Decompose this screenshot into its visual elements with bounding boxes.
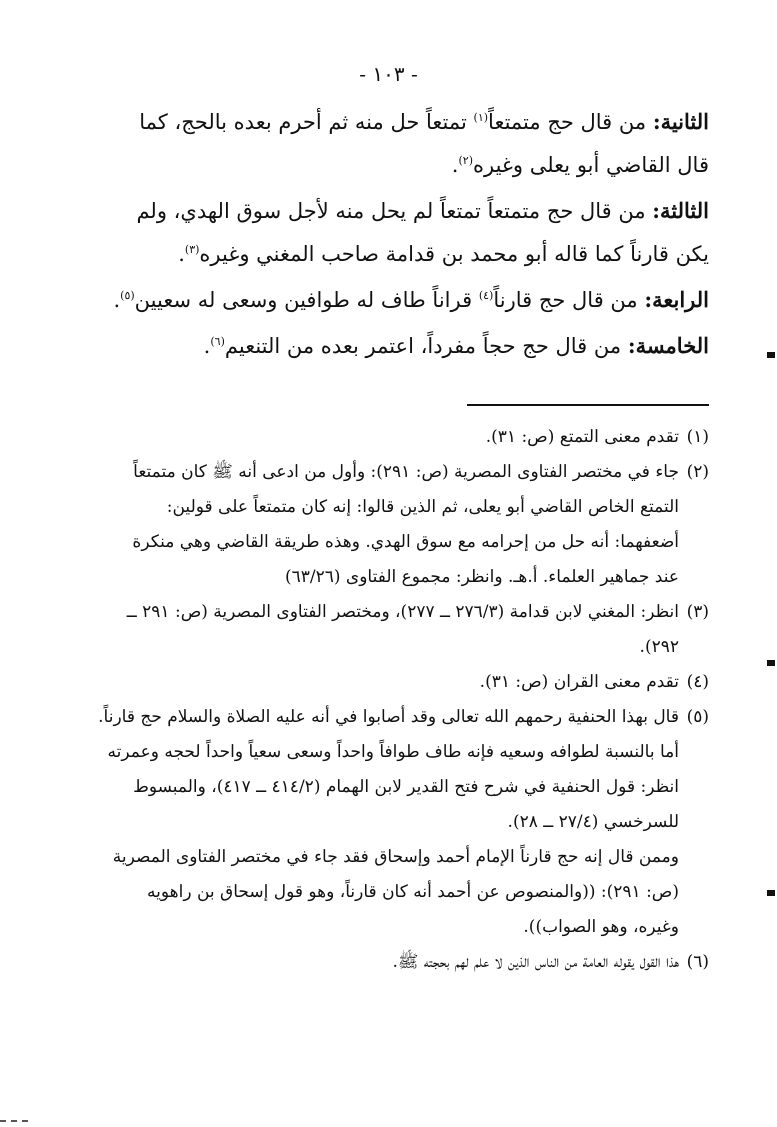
footnote-5	[59, 700, 709, 945]
footnote-text: قال بهذا الحنفية رحمهم الله تعالى وقد أصابوا في أنه عليه الصلاة والسلام حج قارناً.	[98, 707, 679, 727]
footnote-ref[interactable]: (٢)	[458, 154, 473, 167]
scan-mark	[767, 890, 775, 896]
paragraph-text: .	[203, 334, 211, 358]
footnote-text: تقدم معنى التمتع (ص: ٣١).	[485, 427, 679, 447]
footnote-number: (٤)	[686, 672, 709, 692]
footnote-text: ٢٩٢).	[639, 637, 679, 657]
footnote-text: انظر: قول الحنفية في شرح فتح القدير لابن الهمام (٤١٤/٢ ــ ٤١٧)، والمبسوط	[133, 777, 679, 797]
paragraph-second	[109, 100, 709, 187]
paragraph-text: .	[178, 242, 185, 266]
footnote-text: أما بالنسبة لطوافه وسعيه فإنه طاف طوافاً واحداً وسعى سعياً واحداً لحجه وعمرته	[107, 742, 679, 762]
term-label: الثالثة:	[652, 198, 709, 223]
footnote-number: (٣)	[686, 602, 709, 622]
footnote-text: (ص: ٢٩١): ((والمنصوص عن أحمد أنه كان قارناً، وهو قول إسحاق بن راهويه	[147, 882, 679, 902]
footnote-ref[interactable]: (١)	[473, 111, 489, 124]
footnote-separator	[467, 404, 709, 406]
footnote-text: وغيره، وهو الصواب)).	[523, 917, 679, 937]
scan-edge-mark	[0, 1120, 28, 1122]
footnotes	[59, 420, 709, 980]
footnote-ref[interactable]: (٤)	[478, 289, 494, 302]
paragraph-text: .	[451, 153, 459, 177]
paragraph-text: من قال حج قارناً	[493, 288, 638, 312]
paragraph-fourth	[109, 278, 709, 322]
footnote-text: أضعفهما: أنه حل من إحرامه مع سوق الهدي. وهذه طريقة القاضي وهي منكرة	[132, 532, 679, 552]
term-label: الخامسة:	[627, 333, 709, 358]
footnote-ref[interactable]: (٦)	[210, 335, 225, 348]
paragraph-text: .	[113, 288, 121, 312]
paragraph-third	[109, 189, 709, 276]
footnote-3	[59, 595, 709, 665]
scan-mark	[767, 660, 775, 666]
footnote-number: (٥)	[686, 707, 709, 727]
paragraph-fifth	[109, 324, 709, 368]
footnote-ref[interactable]: (٣)	[184, 243, 200, 256]
footnote-text: وممن قال إنه حج قارناً الإمام أحمد وإسحاق فقد جاء في مختصر الفتاوى المصرية	[112, 847, 679, 867]
footnote-6	[59, 945, 709, 980]
term-label: الرابعة:	[644, 287, 709, 312]
paragraph-text: من قال حج متمتعاً	[488, 110, 647, 134]
scan-mark	[767, 352, 775, 358]
footnote-text: التمتع الخاص القاضي أبو يعلى، ثم الذين قالوا: إنه كان متمتعاً على قولين:	[166, 497, 679, 517]
footnote-number: (٦)	[686, 952, 709, 972]
footnote-text: عند جماهير العلماء. أ.هـ. وانظر: مجموع الفتاوى (٦٣/٢٦)	[284, 567, 679, 587]
footnote-4	[59, 665, 709, 700]
footnote-text: هذا القول يقوله العامة من الناس الذين لا علم لهم بحجته ﷺ.	[392, 952, 679, 972]
footnote-2	[59, 455, 709, 595]
footnote-text: تقدم معنى القران (ص: ٣١).	[479, 672, 679, 692]
paragraph-text: تمتعاً حل منه ثم أحرم بعده بالحج، كما قال القاضي أبو يعلى وغيره	[139, 110, 709, 177]
footnote-number: (١)	[686, 427, 709, 447]
term-label: الثانية:	[652, 109, 709, 134]
paragraph-text: من قال حج متمتعاً تمتعاً لم يحل منه لأجل سوق الهدي، ولم يكن قارناً كما قاله أبو محمد بن قدامة صاحب المغني وغيره	[136, 199, 709, 266]
footnote-1	[59, 420, 709, 455]
main-text	[109, 100, 709, 370]
page-number: - ١٠٣ -	[359, 62, 418, 86]
footnote-text: انظر: المغني لابن قدامة (٢٧٦/٣ ــ ٢٧٧)، ومختصر الفتاوى المصرية (ص: ٢٩١ ــ	[126, 602, 679, 622]
footnote-number: (٢)	[686, 462, 709, 482]
footnote-text: جاء في مختصر الفتاوى المصرية (ص: ٢٩١): وأول من ادعى أنه ﷺ كان متمتعاً	[133, 462, 679, 482]
footnote-ref[interactable]: (٥)	[120, 289, 135, 302]
footnote-text: للسرخسي (٢٧/٤ ــ ٢٨).	[507, 812, 679, 832]
paragraph-text: قراناً طاف له طوافين وسعى له سعيين	[134, 288, 479, 312]
paragraph-text: من قال حج حجاً مفرداً، اعتمر بعده من التنعيم	[224, 334, 622, 358]
